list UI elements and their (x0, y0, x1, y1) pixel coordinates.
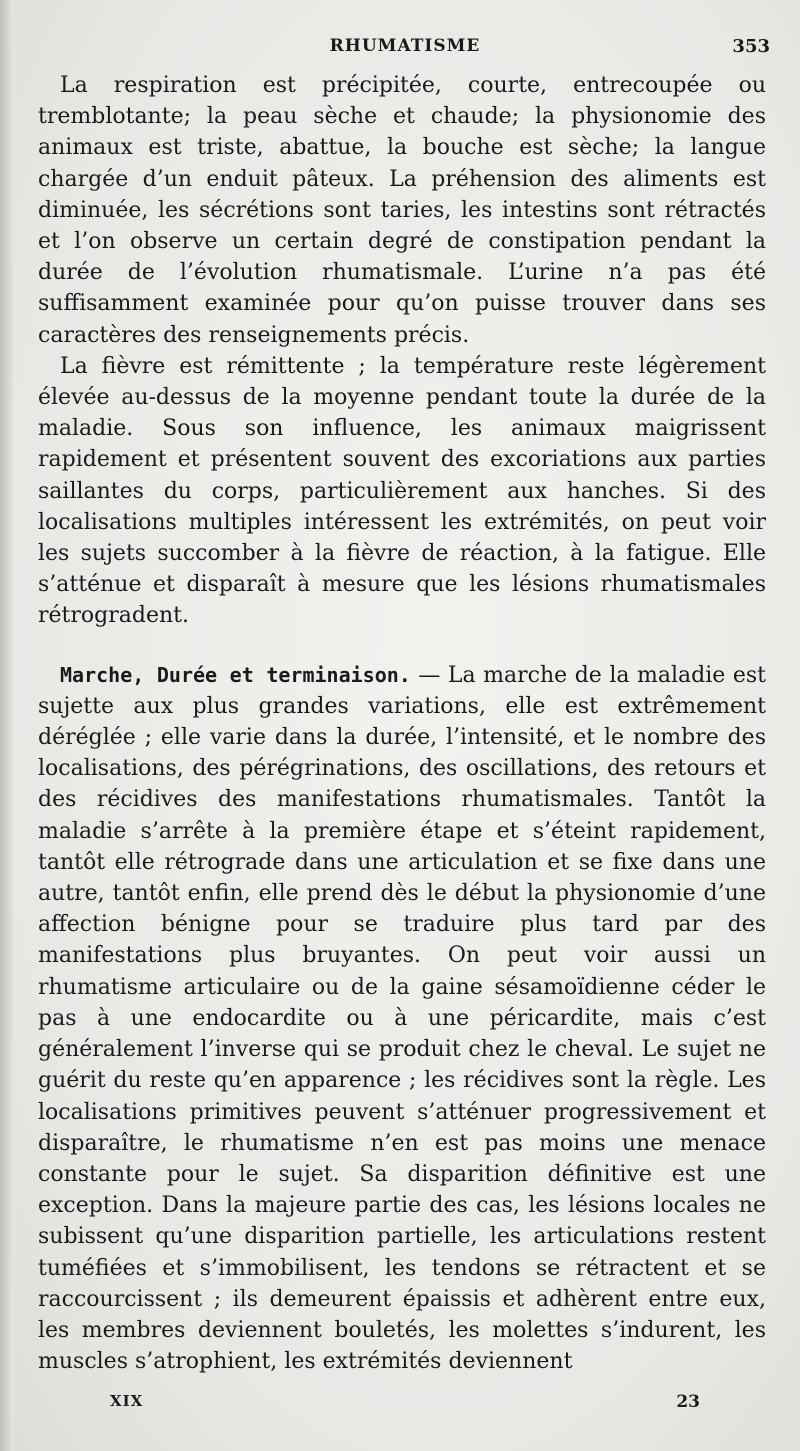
section-heading: Marche, Durée et terminaison. (60, 662, 411, 687)
paragraph-respiration: La respiration est précipitée, courte, entrecoupée ou tremblotante; la peau sèche et chaude; la physionomie des animaux est triste, abattue, la bouche est sèche; la langue chargée d’un enduit pâteux. La préhension des aliments est diminuée, les sécrétions sont taries, les intestins sont rétractés et l’on observe un certain degré de constipation pendant la durée de l’évolution rhumatismale. L’urine n’a pas été suffisamment examinée pour qu’on puisse trouver dans ses caractères des renseignements précis. (38, 73, 766, 348)
paragraph-marche-text: — La marche de la maladie est sujette aux plus grandes variations, elle est extrêmement déréglée ; elle varie dans la durée, l’intensité, et le nombre des localisations, des pérégrinations, des oscillations, des retours et des récidives des manifestations rhumatismales. Tantôt la maladie s’arrête à la première étape et s’éteint rapidement, tantôt elle rétrograde dans une articulation et se fixe dans une autre, tantôt enfin, elle prend dès le début la physionomie d’une affection bénigne pour se traduire plus tard par des manifestations plus bruyantes. On peut voir aussi un rhumatisme articulaire ou de la gaine sésamoïdienne céder le pas à une endocardite ou à une péricardite, mais c’est généralement l’inverse qui se produit chez le cheval. Le sujet ne guérit du reste qu’en apparence ; les récidives sont la règle. Les localisations primitives peuvent s’atténuer progressivement et disparaître, le rhumatisme n’en est pas moins une menace constante pour le sujet. Sa disparition définitive est une exception. Dans la majeure partie des cas, les lésions locales ne subissent qu’une disparition partielle, les articulations restent tuméfiées et s’immobilisent, les tendons se rétractent et se raccourcissent ; ils demeurent épaissis et adhèrent entre eux, les membres deviennent bouletés, les molettes s’indurent, les muscles s’atrophient, les extrémités deviennent (38, 662, 766, 1375)
page-footer (110, 1392, 700, 1416)
page-number: 353 (732, 36, 770, 57)
paragraph-marche (38, 660, 766, 1378)
paragraph-fievre: La fièvre est rémittente ; la température reste légèrement élevée au-dessus de la moyenne pendant toute la durée de la maladie. Sous son influence, les animaux maigrissent rapidement et présentent souvent des excoriations aux parties saillantes du corps, particulièrement aux hanches. Si des localisations multiples intéressent les extrémités, on peut voir les sujets succomber à la fièvre de réaction, à la fatigue. Elle s’atténue et disparaît à mesure que les lésions rhumatismales rétrogradent. (38, 353, 766, 629)
signature-mark: XIX (110, 1392, 144, 1410)
running-title: RHUMATISME (329, 36, 481, 56)
body-text (38, 70, 766, 1377)
sheet-number: 23 (676, 1392, 700, 1412)
running-header (40, 32, 770, 60)
page-gutter-shadow (0, 0, 14, 1451)
